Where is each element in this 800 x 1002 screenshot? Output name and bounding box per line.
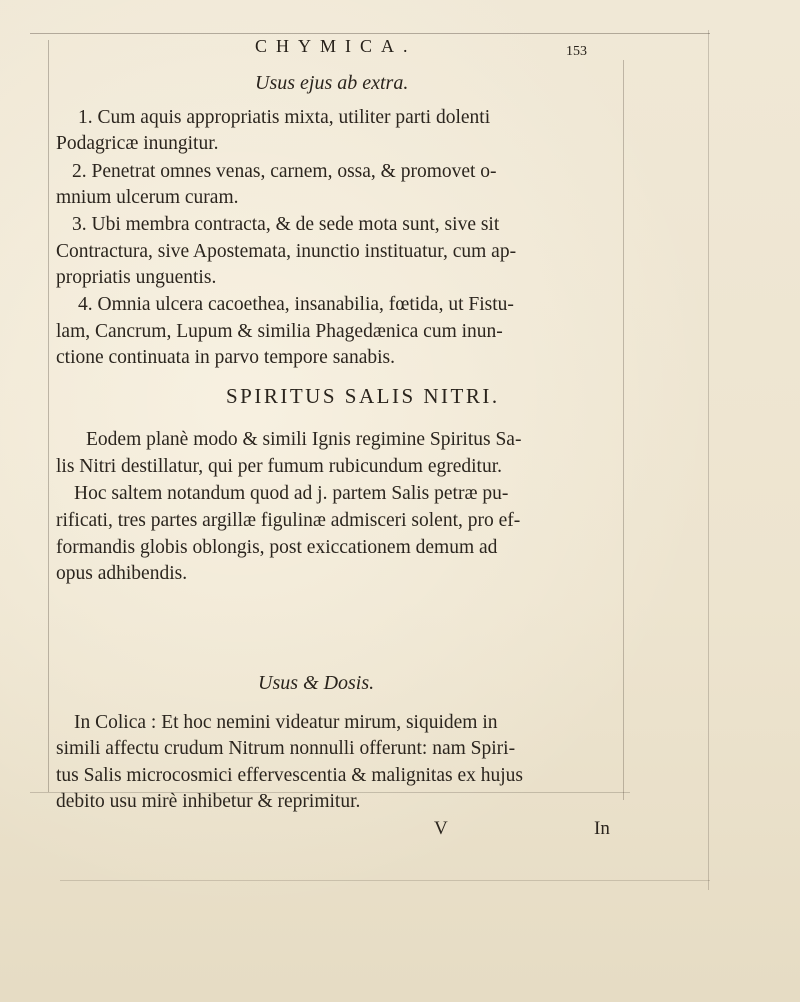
text-line: lis Nitri destillatur, qui per fumum rubicundum egreditur. bbox=[56, 456, 503, 477]
text-line: 4. Omnia ulcera cacoethea, insanabilia, fœtida, ut Fistu- bbox=[78, 294, 514, 315]
text-line: tus Salis microcosmici effervescentia & malignitas ex hujus bbox=[56, 765, 523, 786]
lower-page-rule bbox=[60, 880, 710, 881]
running-head: CHYMICA. bbox=[255, 36, 417, 56]
text-line: formandis globis oblongis, post exiccationem demum ad bbox=[56, 537, 498, 558]
text-line: 2. Penetrat omnes venas, carnem, ossa, & promovet o- bbox=[72, 161, 497, 182]
text-line: ctione continuata in parvo tempore sanabis. bbox=[56, 347, 395, 368]
section-title-spiritus-salis-nitri: SPIRITUS SALIS NITRI. bbox=[226, 384, 500, 408]
outer-margin-rule bbox=[708, 30, 709, 890]
text-line: mnium ulcerum curam. bbox=[56, 187, 239, 208]
text-line: lam, Cancrum, Lupum & similia Phagedænica cum inun- bbox=[56, 321, 503, 342]
text-line: Eodem planè modo & simili Ignis regimine Spiritus Sa- bbox=[86, 429, 522, 450]
section-title-usus-extra: Usus ejus ab extra. bbox=[255, 72, 409, 94]
right-margin-rule bbox=[623, 60, 624, 800]
section-title-usus-dosis: Usus & Dosis. bbox=[258, 672, 375, 694]
catchword: In bbox=[594, 818, 610, 839]
text-line: propriatis unguentis. bbox=[56, 267, 217, 288]
text-line: Hoc saltem notandum quod ad j. partem Salis petræ pu- bbox=[74, 483, 509, 504]
signature-mark: V bbox=[434, 818, 448, 839]
text-line: debito usu mirè inhibetur & reprimitur. bbox=[56, 791, 361, 812]
page-number: 153 bbox=[566, 44, 587, 59]
text-line: simili affectu crudum Nitrum nonnulli offerunt: nam Spiri- bbox=[56, 738, 516, 759]
text-line: 3. Ubi membra contracta, & de sede mota sunt, sive sit bbox=[72, 214, 500, 235]
text-line: rificati, tres partes argillæ figulinæ admisceri solent, pro ef- bbox=[56, 510, 521, 531]
text-line: opus adhibendis. bbox=[56, 563, 188, 584]
left-margin-rule bbox=[48, 40, 49, 792]
text-line: Contractura, sive Apostemata, inunctio instituatur, cum ap- bbox=[56, 241, 517, 262]
top-rule bbox=[30, 33, 710, 34]
text-line: 1. Cum aquis appropriatis mixta, utiliter parti dolenti bbox=[78, 107, 491, 128]
text-line: Podagricæ inungitur. bbox=[56, 133, 219, 154]
text-line: In Colica : Et hoc nemini videatur mirum, siquidem in bbox=[74, 712, 498, 733]
